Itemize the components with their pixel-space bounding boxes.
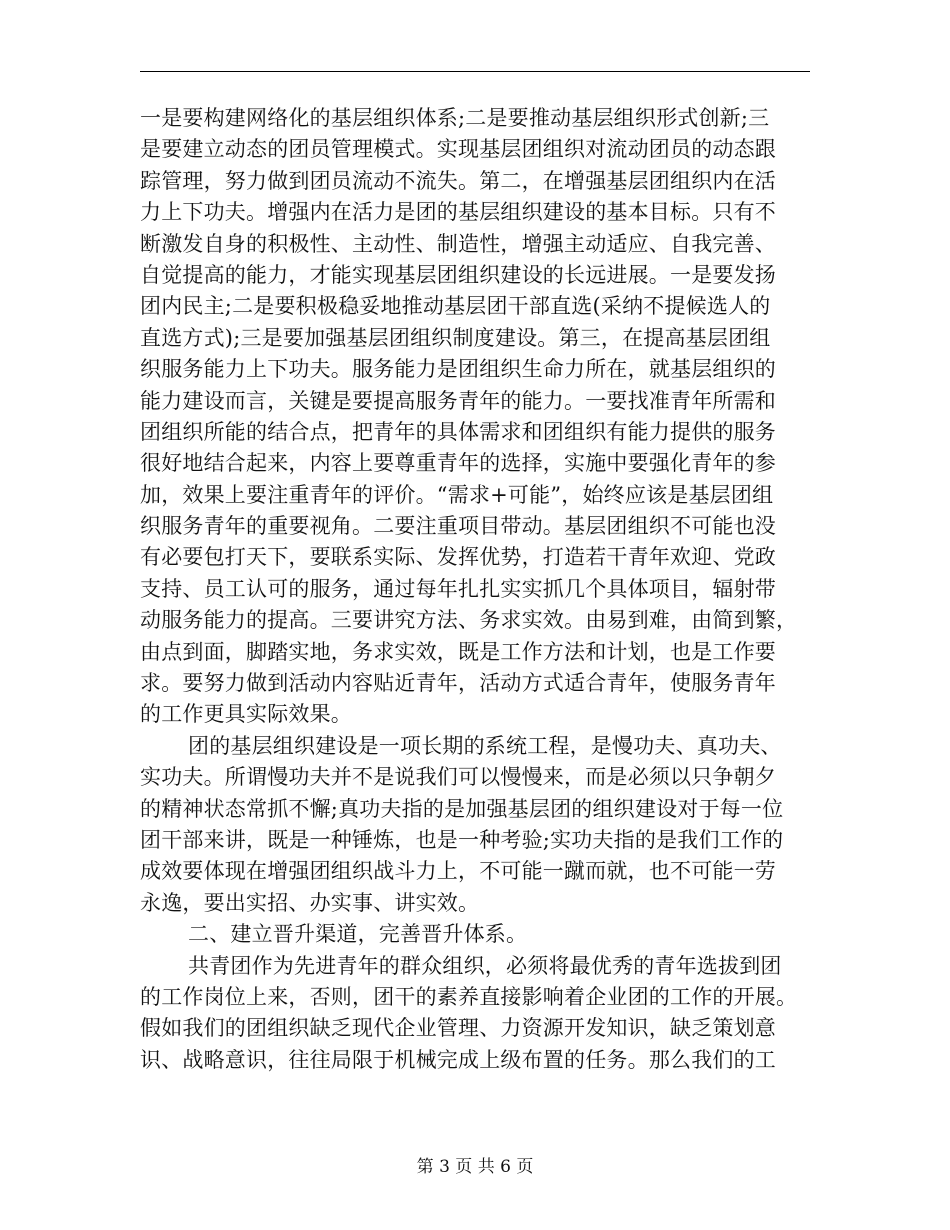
- text-line: 的精神状态常抓不懈;真功夫指的是加强基层团的组织建设对于每一位: [140, 796, 784, 821]
- text-line: 团的基层组织建设是一项长期的系统工程，是慢功夫、真功夫、: [188, 733, 782, 758]
- text-line: 实功夫。所谓慢功夫并不是说我们可以慢慢来，而是必须以只争朝夕: [140, 765, 776, 790]
- text-line: 有必要包打天下，要联系实际、发挥优势，打造若干青年欢迎、党政: [140, 545, 776, 570]
- text-line: 的工作更具实际效果。: [140, 702, 352, 727]
- text-line: 团组织所能的结合点，把青年的具体需求和团组织有能力提供的服务: [140, 419, 776, 444]
- text-line: 一是要构建网络化的基层组织体系;二是要推动基层组织形式创新;三: [140, 106, 770, 130]
- text-line: 共青团作为先进青年的群众组织，必须将最优秀的青年选拔到团: [188, 953, 782, 978]
- text-line: 永逸，要出实招、办实事、讲实效。: [140, 890, 480, 915]
- text-line: 假如我们的团组织缺乏现代企业管理、力资源开发知识，缺乏策划意: [140, 1016, 776, 1041]
- text-line: 团干部来讲，既是一种锤炼，也是一种考验;实功夫指的是我们工作的: [140, 827, 784, 852]
- text-line: 能力建设而言，关键是要提高服务青年的能力。一要找准青年所需和: [140, 388, 776, 413]
- text-line: 的工作岗位上来，否则，团干的素养直接影响着企业团的工作的开展。: [140, 984, 798, 1009]
- text-line: 很好地结合起来，内容上要尊重青年的选择，实施中要强化青年的参: [140, 451, 776, 476]
- text-line: 动服务能力的提高。三要讲究方法、务求实效。由易到难，由简到繁，: [140, 608, 798, 633]
- text-line: 织服务青年的重要视角。二要注重项目带动。基层团组织不可能也没: [140, 514, 776, 539]
- text-line: 支持、员工认可的服务，通过每年扎扎实实抓几个具体项目，辐射带: [140, 576, 776, 601]
- text-line: 求。要努力做到活动内容贴近青年，活动方式适合青年，使服务青年: [140, 671, 776, 696]
- text-line: 识、战略意识，往往局限于机械完成上级布置的任务。那么我们的工: [140, 1047, 776, 1072]
- text-line: 断激发自身的积极性、主动性、制造性，增强主动适应、自我完善、: [140, 231, 776, 256]
- section-heading: 二、建立晋升渠道，完善晋升体系。: [188, 922, 528, 947]
- text-line: 是要建立动态的团员管理模式。实现基层团组织对流动团员的动态跟: [140, 137, 776, 162]
- text-line: 加，效果上要注重青年的评价。“需求+可能”，始终应该是基层团组: [140, 482, 774, 507]
- text-line: 自觉提高的能力，才能实现基层团组织建设的长远进展。一是要发扬: [140, 262, 776, 287]
- text-line: 力上下功夫。增强内在活力是团的基层组织建设的基本目标。只有不: [140, 200, 776, 225]
- text-line: 织服务能力上下功夫。服务能力是团组织生命力所在，就基层组织的: [140, 357, 776, 382]
- text-line: 由点到面，脚踏实地，务求实效，既是工作方法和计划，也是工作要: [140, 639, 776, 664]
- page-number: 第 3 页 共 6 页: [416, 1157, 534, 1177]
- text-line: 团内民主;二是要积极稳妥地推动基层团干部直选(采纳不提候选人的: [140, 294, 771, 319]
- text-line: 踪管理，努力做到团员流动不流失。第二，在增强基层团组织内在活: [140, 168, 776, 193]
- document-body: [140, 103, 812, 1076]
- text-line: 成效要体现在增强团组织战斗力上，不可能一蹴而就，也不可能一劳: [140, 859, 776, 884]
- text-line: 直选方式);三是要加强基层团组织制度建设。第三，在提高基层团组: [140, 325, 771, 350]
- header-rule: [140, 71, 810, 72]
